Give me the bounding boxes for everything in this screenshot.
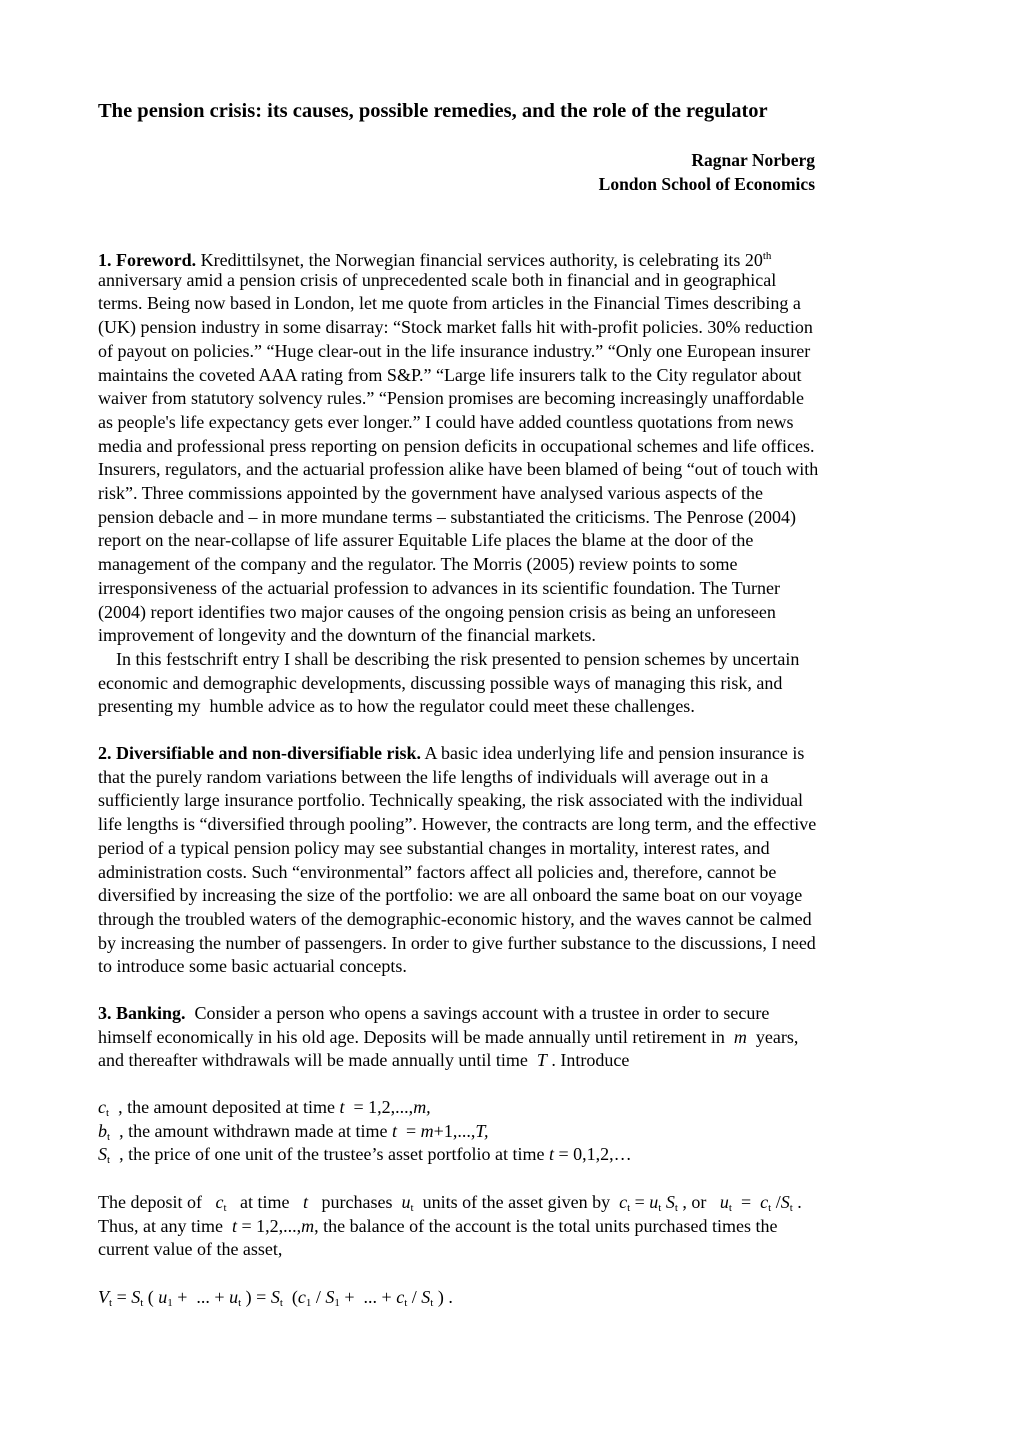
text-span: t xyxy=(339,1097,345,1117)
text-span: t xyxy=(789,1202,793,1214)
text-line xyxy=(98,742,804,764)
text-span: himself economically in his old age. Deposits will be made annually until retirement in xyxy=(98,1026,734,1047)
text-span: = xyxy=(731,1192,761,1212)
text-span: In this festschrift entry I shall be describing the risk presented to pension schemes by uncertain xyxy=(98,648,800,669)
text-span: = 1,2,..., xyxy=(344,1097,414,1117)
text-span: t xyxy=(279,1297,283,1309)
text-line xyxy=(98,1143,632,1171)
text-span: Thus, at any time xyxy=(98,1215,232,1236)
text-span: t xyxy=(404,1297,408,1309)
text-line xyxy=(98,1002,769,1024)
text-span: u xyxy=(649,1192,659,1212)
text-line xyxy=(98,269,776,291)
text-span: waiver from statutory solvency rules.” “Pension promises are becoming increasingly unaffordable xyxy=(98,388,804,409)
text-span: t xyxy=(109,1297,113,1309)
text-span: irresponsiveness of the actuarial profession to advances in its scientific foundation. The Turner xyxy=(98,577,781,598)
text-span: , the balance of the account is the total units purchased times the xyxy=(314,1215,778,1236)
text-span: u xyxy=(719,1192,729,1212)
text-span: economic and demographic developments, discussing possible ways of managing this risk, and xyxy=(98,672,783,693)
text-span: 1 xyxy=(167,1297,173,1309)
text-line xyxy=(98,364,802,386)
text-span: presenting my humble advice as to how the regulator could meet these challenges. xyxy=(98,696,695,717)
text-span: terms. Being now based in London, let me quote from articles in the Financial Times describing a xyxy=(98,293,801,314)
text-span: c xyxy=(297,1287,306,1307)
text-span: / xyxy=(771,1192,781,1212)
text-span: management of the company and the regulator. The Morris (2005) review points to some xyxy=(98,554,738,575)
text-span: c xyxy=(215,1192,224,1212)
section-heading: 2. Diversifiable and non-diversifiable risk. xyxy=(98,743,422,763)
text-span: diversified by increasing the size of the portfolio: we are all onboard the same boat on our voyage xyxy=(98,885,803,906)
text-line xyxy=(98,577,780,599)
text-span: risk”. Three commissions appointed by the government have analysed various aspects of the xyxy=(98,483,763,503)
text-span: t xyxy=(231,1215,237,1236)
text-line xyxy=(98,955,407,977)
text-line xyxy=(98,1215,778,1237)
text-span: t xyxy=(728,1202,732,1214)
text-span: , the amount withdrawn made at time xyxy=(110,1120,392,1141)
text-span: c xyxy=(396,1287,405,1307)
text-line xyxy=(98,316,813,338)
text-span: anniversary amid a pension crisis of unprecedented scale both in financial and in geographical xyxy=(98,269,777,290)
text-span: t xyxy=(548,1144,554,1165)
text-span: administration costs. Such “environmental” factors affect all policies and, therefore, cannot be xyxy=(98,861,777,882)
author-name: Ragnar Norberg xyxy=(691,150,815,170)
text-span: t xyxy=(768,1202,772,1214)
text-span: = 1,2,..., xyxy=(237,1215,302,1236)
text-span: V xyxy=(98,1287,109,1307)
text-span: = xyxy=(630,1192,650,1212)
text-span: t xyxy=(410,1202,414,1214)
text-span: by increasing the number of passengers. In order to give further substance to the discussions, I need xyxy=(98,932,816,953)
text-span: + ... + xyxy=(339,1287,397,1307)
text-span: m xyxy=(733,1026,747,1047)
text-span: t xyxy=(223,1202,227,1214)
text-span: u xyxy=(229,1287,239,1307)
paper-title: The pension crisis: its causes, possible remedies, and the role of the regulator xyxy=(98,100,768,122)
text-span: pension debacle and – in more mundane terms – substantiated the criticisms. The Penrose (2004) xyxy=(98,506,796,527)
text-line xyxy=(98,506,796,528)
text-span: b xyxy=(98,1120,107,1141)
text-line xyxy=(98,813,816,835)
author-affiliation: London School of Economics xyxy=(598,174,815,194)
text-span: period of a typical pension policy may see substantial changes in mortality, interest rates, and xyxy=(98,837,770,858)
text-line xyxy=(98,695,695,717)
text-span: = xyxy=(397,1120,421,1141)
text-span: report on the near-collapse of life assurer Equitable Life places the blame at the door of the xyxy=(98,530,754,551)
text-line xyxy=(98,1238,282,1260)
text-line xyxy=(98,648,799,670)
text-span: c xyxy=(760,1192,769,1212)
text-span: t xyxy=(627,1202,631,1214)
text-span: A basic idea underlying life and pension insurance is xyxy=(421,743,805,763)
text-span: + ... + xyxy=(172,1287,230,1307)
text-span: +1,..., xyxy=(433,1120,476,1141)
text-span: = 0,1,2,… xyxy=(553,1144,632,1165)
text-span: S xyxy=(131,1287,141,1307)
text-span: S xyxy=(421,1287,431,1307)
text-line xyxy=(98,932,816,954)
text-span: sufficiently large insurance portfolio. Technically speaking, the risk associated with the individual xyxy=(98,790,804,811)
text-span: t xyxy=(106,1107,110,1119)
text-span: ( xyxy=(282,1287,298,1307)
text-span: Kredittilsynet, the Norwegian financial services authority, is celebrating its 20 xyxy=(196,250,763,270)
text-line xyxy=(98,1026,798,1048)
text-span: t xyxy=(430,1297,434,1309)
text-line xyxy=(98,458,818,480)
text-span: The deposit of xyxy=(98,1192,216,1212)
text-span: through the troubled waters of the demographic-economic history, and the waves cannot be calmed xyxy=(98,908,812,929)
text-span: t xyxy=(107,1130,111,1143)
text-line xyxy=(98,553,738,575)
text-line xyxy=(98,766,768,788)
text-line xyxy=(98,245,771,271)
text-span: life lengths is “diversified through pooling”. However, the contracts are long term, and the effective xyxy=(98,814,817,835)
text-line xyxy=(98,837,770,859)
text-line xyxy=(98,624,596,646)
text-span: , the price of one unit of the trustee’s asset portfolio at time xyxy=(110,1144,549,1165)
text-line xyxy=(98,884,802,906)
text-line xyxy=(98,411,794,433)
text-span: current value of the asset, xyxy=(98,1239,283,1260)
text-span: S xyxy=(270,1287,280,1307)
text-span: Insurers, regulators, and the actuarial profession alike have been blamed of being “out of touch with xyxy=(98,459,819,480)
text-span: S xyxy=(665,1192,675,1212)
text-span: t xyxy=(303,1192,309,1212)
text-span: , or xyxy=(677,1192,720,1212)
text-span: S xyxy=(98,1144,107,1165)
text-span: media and professional press reporting on pension deficits in occupational schemes and life offices. xyxy=(98,435,815,456)
text-span: c xyxy=(619,1192,628,1212)
text-line xyxy=(98,387,804,409)
text-span: t xyxy=(107,1154,111,1167)
text-span: that the purely random variations between the life lengths of individuals will average out in a xyxy=(98,766,769,787)
text-span: / xyxy=(407,1287,422,1307)
text-span: to introduce some basic actuarial concepts. xyxy=(98,956,407,977)
text-span: t xyxy=(658,1202,662,1214)
text-line xyxy=(98,908,812,930)
text-span: improvement of longevity and the downturn of the financial markets. xyxy=(98,625,596,646)
text-span: at time xyxy=(226,1192,304,1212)
text-line xyxy=(98,340,810,362)
text-span: (2004) report identifies two major causes of the ongoing pension crisis as being an unforeseen xyxy=(98,601,776,622)
text-line xyxy=(98,292,801,314)
text-span: Consider a person who opens a savings account with a trustee in order to secure xyxy=(185,1003,770,1023)
text-span: maintains the coveted AAA rating from S&P.” “Large life insurers talk to the City regulator about xyxy=(98,364,802,385)
text-span: years, xyxy=(746,1026,799,1047)
text-line xyxy=(98,861,776,883)
text-span: t xyxy=(674,1202,678,1214)
text-span: units of the asset given by xyxy=(413,1192,620,1212)
text-line xyxy=(98,1286,453,1314)
text-span: . Introduce xyxy=(546,1050,630,1071)
text-span: S xyxy=(325,1287,335,1307)
text-span: . xyxy=(792,1192,802,1212)
text-span: S xyxy=(780,1192,790,1212)
text-span: c xyxy=(98,1097,106,1117)
text-line xyxy=(98,529,753,551)
text-span: 1 xyxy=(334,1297,340,1309)
text-span: / xyxy=(311,1287,326,1307)
text-line xyxy=(98,601,776,623)
text-line xyxy=(98,1049,629,1071)
text-span: purchases xyxy=(308,1192,402,1212)
text-span: (UK) pension industry in some disarray: “Stock market falls hit with-profit policies. 30% reduction xyxy=(98,317,813,338)
text-line xyxy=(98,672,782,694)
text-span: T xyxy=(536,1050,547,1071)
text-span: m, xyxy=(413,1097,431,1117)
text-span: and thereafter withdrawals will be made annually until time xyxy=(98,1050,537,1071)
section-heading: 3. Banking. xyxy=(98,1003,186,1023)
text-span: ) = xyxy=(241,1287,271,1307)
section-heading: 1. Foreword. xyxy=(98,250,197,270)
text-span: of payout on policies.” “Huge clear-out in the life insurance industry.” “Only one European insurer xyxy=(98,340,811,361)
text-span: ) . xyxy=(433,1287,453,1307)
text-span: ( xyxy=(143,1287,159,1307)
text-span: u xyxy=(401,1192,411,1212)
text-span: m xyxy=(420,1120,434,1141)
text-span: u xyxy=(158,1287,168,1307)
text-span: T, xyxy=(475,1120,489,1141)
text-span: t xyxy=(140,1297,144,1309)
text-line xyxy=(98,789,803,811)
text-line xyxy=(98,482,763,504)
text-span: th xyxy=(762,250,772,262)
text-span: t xyxy=(238,1297,242,1309)
text-span: t xyxy=(392,1120,398,1141)
text-span: 1 xyxy=(305,1297,312,1309)
text-span: , the amount deposited at time xyxy=(109,1097,340,1117)
text-span: as people's life expectancy gets ever longer.” I could have added countless quotations from news xyxy=(98,411,794,432)
text-line xyxy=(98,435,814,457)
text-span: m xyxy=(301,1215,315,1236)
text-span: = xyxy=(112,1287,132,1307)
